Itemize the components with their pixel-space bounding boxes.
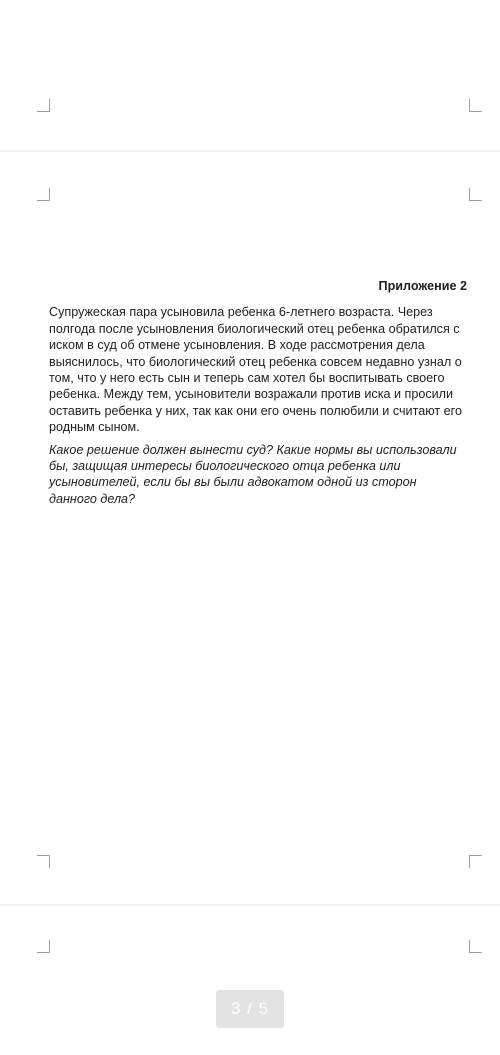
margin-corner-mark	[37, 188, 50, 201]
page-content	[49, 278, 467, 507]
question-text: Какое решение должен вынести суд? Какие нормы вы использовали бы, защищая интересы биологического отца ребенка или усыновителей, если бы вы были адвокатом одной из сторон данного дела?	[49, 442, 457, 506]
previous-page[interactable]	[0, 0, 500, 150]
margin-corner-mark	[469, 940, 482, 953]
current-page[interactable]	[0, 152, 500, 904]
margin-corner-mark	[469, 188, 482, 201]
margin-corner-mark	[469, 99, 482, 112]
margin-corner-mark	[469, 855, 482, 868]
margin-corner-mark	[37, 99, 50, 112]
margin-corner-mark	[37, 855, 50, 868]
page-number-indicator: 3 / 5	[216, 990, 284, 1028]
appendix-label: Приложение 2	[378, 279, 467, 293]
task-text: Супружеская пара усыновила ребенка 6-летнего возраста. Через полгода после усыновления биологический отец ребенка обратился с иском в суд об отмене усыновления. В ходе рассмотрения дела выяснилось, что биологический отец ребенка совсем недавно узнал о том, что у него есть сын и теперь сам хотел бы воспитывать своего ребенка. Между тем, усыновители возражали против иска и просили оставить ребенка у них, так как они его очень полюбили и считают его родным сыном.	[49, 305, 462, 435]
next-page[interactable]	[0, 906, 500, 1055]
margin-corner-mark	[37, 940, 50, 953]
